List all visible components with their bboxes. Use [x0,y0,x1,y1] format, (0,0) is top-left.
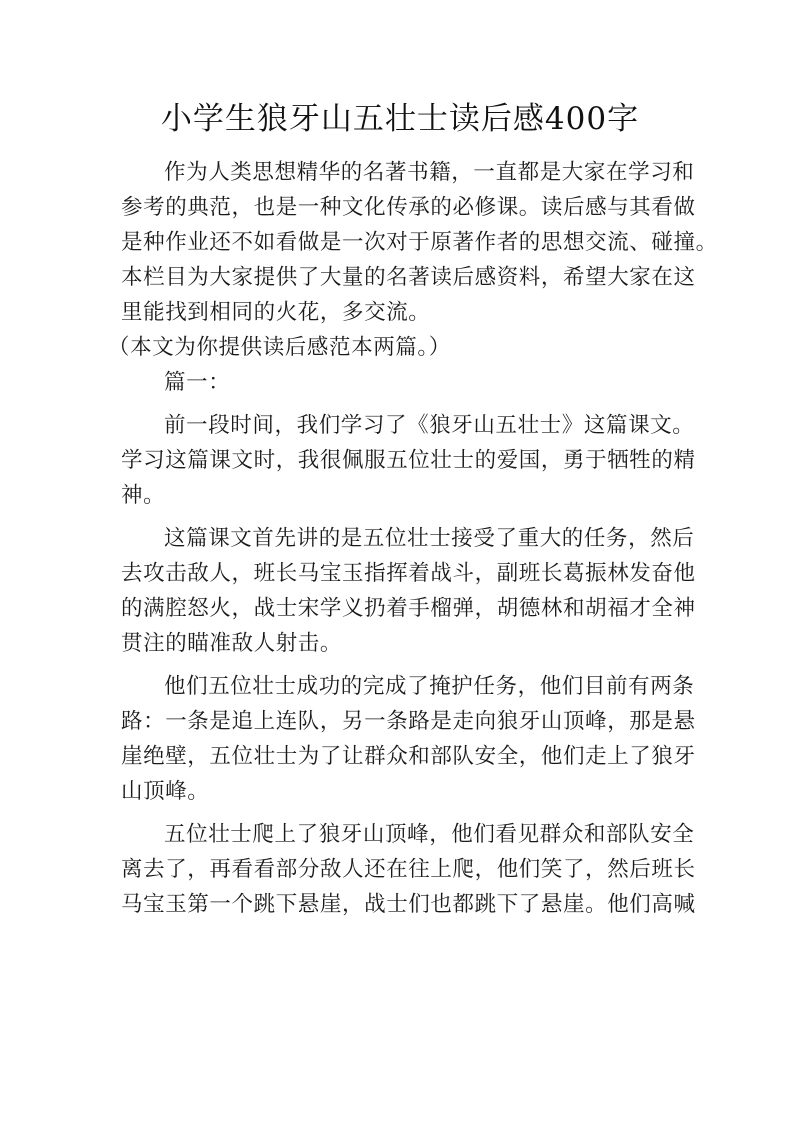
text-line: 路：一条是追上连队，另一条路是走向狼牙山顶峰，那是悬 [121,709,696,734]
text-line: 神。 [121,483,166,508]
text-line: 里能找到相同的火花，多交流。 [121,300,431,325]
text-line: 参考的典范，也是一种文化传承的必修课。读后感与其看做 [121,195,696,220]
document-body [108,155,718,922]
text-line: 马宝玉第一个跳下悬崖，战士们也都跳下了悬崖。他们高喊 [121,892,696,917]
text-line: 崖绝壁，五位壮士为了让群众和部队安全，他们走上了狼牙 [121,744,696,769]
text-line: 他们五位壮士成功的完成了掩护任务，他们目前有两条 [164,674,695,699]
text-line: 作为人类思想精华的名著书籍，一直都是大家在学习和 [164,160,695,185]
text-line: 这篇课文首先讲的是五位壮士接受了重大的任务，然后 [164,526,695,551]
text-line: 的满腔怒火，战士宋学义扔着手榴弹，胡德林和胡福才全神 [121,596,696,621]
text-line: 前一段时间，我们学习了《狼牙山五壮士》这篇课文。 [164,413,695,438]
text-line: 篇一： [164,370,231,395]
text-line: 去攻击敌人，班长马宝玉指挥着战斗，副班长葛振林发奋他 [121,561,696,586]
text-line: 离去了，再看看部分敌人还在往上爬，他们笑了，然后班长 [121,857,696,882]
text-line: 山顶峰。 [121,779,210,804]
text-line: 五位壮士爬上了狼牙山顶峰，他们看见群众和部队安全 [164,822,695,847]
text-line: 本栏目为大家提供了大量的名著读后感资料，希望大家在这 [121,265,696,290]
document-title: 小学生狼牙山五壮士读后感400字 [160,101,640,137]
text-line: 是种作业还不如看做是一次对于原著作者的思想交流、碰撞。 [121,230,718,255]
text-line: 学习这篇课文时，我很佩服五位壮士的爱国，勇于牺牲的精 [121,448,696,473]
text-line: （本文为你提供读后感范本两篇。） [108,335,451,360]
text-line: 贯注的瞄准敌人射击。 [121,631,343,656]
